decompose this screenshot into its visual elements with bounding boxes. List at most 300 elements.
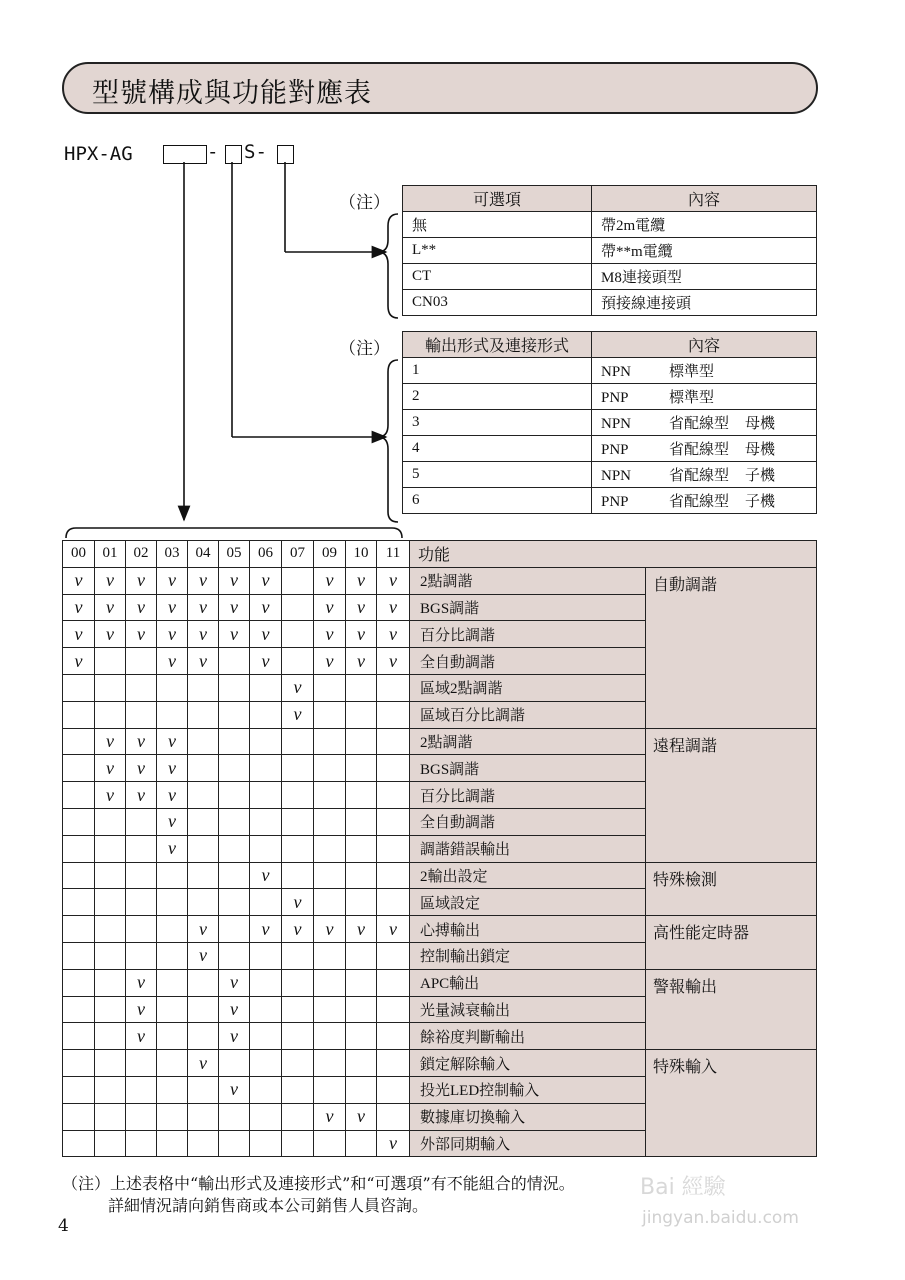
- table-row: [403, 358, 817, 384]
- empty-cell: [282, 782, 314, 809]
- code-header-06: 06: [250, 541, 282, 568]
- empty-cell: [250, 969, 282, 996]
- empty-cell: [95, 701, 126, 728]
- empty-cell: [95, 942, 126, 969]
- support-mark: ν: [157, 621, 188, 648]
- empty-cell: [282, 1103, 314, 1130]
- page-title: 型號構成與功能對應表: [92, 78, 372, 109]
- code-header-00: 00: [63, 541, 95, 568]
- support-mark: ν: [157, 782, 188, 809]
- empty-cell: [63, 862, 95, 889]
- code-header-02: 02: [126, 541, 157, 568]
- support-mark: ν: [188, 942, 219, 969]
- empty-cell: [377, 782, 410, 809]
- empty-cell: [314, 889, 346, 916]
- function-name: 光量減衰輸出: [410, 996, 646, 1023]
- empty-cell: [63, 969, 95, 996]
- table-row: [403, 384, 817, 410]
- empty-cell: [126, 701, 157, 728]
- empty-cell: [250, 782, 282, 809]
- empty-cell: [250, 755, 282, 782]
- empty-cell: [282, 835, 314, 862]
- support-mark: ν: [377, 567, 410, 594]
- empty-cell: [188, 782, 219, 809]
- empty-cell: [282, 621, 314, 648]
- empty-cell: [314, 996, 346, 1023]
- function-name: 區域設定: [410, 889, 646, 916]
- support-mark: ν: [219, 996, 250, 1023]
- function-name: APC輸出: [410, 969, 646, 996]
- empty-cell: [282, 1076, 314, 1103]
- support-mark: ν: [377, 594, 410, 621]
- support-mark: ν: [188, 648, 219, 675]
- empty-cell: [126, 889, 157, 916]
- empty-cell: [377, 996, 410, 1023]
- support-mark: ν: [95, 621, 126, 648]
- options-header-content: 內容: [592, 186, 817, 212]
- option-code: CT: [403, 264, 592, 290]
- code-header-01: 01: [95, 541, 126, 568]
- output-type: PNP: [601, 494, 629, 510]
- function-name: 調諧錯誤輸出: [410, 835, 646, 862]
- empty-cell: [63, 1023, 95, 1050]
- category-label: 高性能定時器: [646, 916, 817, 970]
- empty-cell: [377, 835, 410, 862]
- empty-cell: [282, 1050, 314, 1077]
- support-mark: ν: [346, 648, 377, 675]
- empty-cell: [126, 1130, 157, 1157]
- code-header-11: 11: [377, 541, 410, 568]
- empty-cell: [188, 862, 219, 889]
- output-code: 3: [403, 410, 592, 436]
- note-label-options: （注）: [339, 193, 390, 213]
- empty-cell: [314, 1050, 346, 1077]
- support-mark: ν: [314, 621, 346, 648]
- empty-cell: [219, 862, 250, 889]
- empty-cell: [219, 942, 250, 969]
- options-header-row: [403, 186, 817, 212]
- empty-cell: [188, 969, 219, 996]
- empty-cell: [126, 942, 157, 969]
- empty-cell: [63, 701, 95, 728]
- empty-cell: [250, 1076, 282, 1103]
- empty-cell: [126, 648, 157, 675]
- output-header-form: 輸出形式及連接形式: [403, 332, 592, 358]
- empty-cell: [346, 835, 377, 862]
- support-mark: ν: [346, 1103, 377, 1130]
- output-header-content: 內容: [592, 332, 817, 358]
- empty-cell: [95, 916, 126, 943]
- support-mark: ν: [377, 621, 410, 648]
- empty-cell: [219, 728, 250, 755]
- empty-cell: [314, 1023, 346, 1050]
- empty-cell: [157, 1103, 188, 1130]
- empty-cell: [250, 889, 282, 916]
- support-mark: ν: [126, 728, 157, 755]
- empty-cell: [157, 701, 188, 728]
- empty-cell: [314, 1076, 346, 1103]
- empty-cell: [157, 969, 188, 996]
- empty-cell: [63, 889, 95, 916]
- empty-cell: [282, 1130, 314, 1157]
- empty-cell: [219, 755, 250, 782]
- support-mark: ν: [126, 594, 157, 621]
- output-role: 子機: [745, 468, 776, 484]
- support-mark: ν: [157, 808, 188, 835]
- empty-cell: [126, 1076, 157, 1103]
- support-mark: ν: [188, 621, 219, 648]
- empty-cell: [346, 728, 377, 755]
- empty-cell: [377, 1050, 410, 1077]
- output-content: [592, 436, 817, 462]
- empty-cell: [346, 862, 377, 889]
- output-wiring: 省配線型: [669, 416, 730, 432]
- output-role: 母機: [745, 442, 776, 458]
- function-name: 數據庫切換輸入: [410, 1103, 646, 1130]
- empty-cell: [188, 1103, 219, 1130]
- empty-cell: [188, 1130, 219, 1157]
- empty-cell: [282, 728, 314, 755]
- function-name: BGS調諧: [410, 755, 646, 782]
- function-name: 鎖定解除輸入: [410, 1050, 646, 1077]
- empty-cell: [346, 996, 377, 1023]
- options-header-option: 可選項: [403, 186, 592, 212]
- function-name: 外部同期輸入: [410, 1130, 646, 1157]
- empty-cell: [282, 942, 314, 969]
- output-code: 1: [403, 358, 592, 384]
- output-header-row: [403, 332, 817, 358]
- support-mark: ν: [314, 594, 346, 621]
- empty-cell: [95, 889, 126, 916]
- empty-cell: [346, 1130, 377, 1157]
- support-mark: ν: [346, 567, 377, 594]
- empty-cell: [95, 996, 126, 1023]
- footnote-line-2: 詳細情況請向銷售商或本公司銷售人員咨詢。: [108, 1196, 429, 1215]
- empty-cell: [314, 1130, 346, 1157]
- output-role: 母機: [745, 416, 776, 432]
- empty-cell: [95, 648, 126, 675]
- option-content: 帶2m電纜: [592, 212, 817, 238]
- empty-cell: [188, 701, 219, 728]
- empty-cell: [219, 1050, 250, 1077]
- support-mark: ν: [157, 728, 188, 755]
- empty-cell: [314, 862, 346, 889]
- empty-cell: [63, 808, 95, 835]
- output-code: 6: [403, 488, 592, 514]
- empty-cell: [219, 1103, 250, 1130]
- table-row: [403, 212, 817, 238]
- empty-cell: [63, 996, 95, 1023]
- category-label: 特殊檢測: [646, 862, 817, 916]
- support-mark: ν: [250, 862, 282, 889]
- support-mark: ν: [157, 755, 188, 782]
- option-content: 帶**m電纜: [592, 238, 817, 264]
- function-name: 2點調諧: [410, 728, 646, 755]
- empty-cell: [377, 862, 410, 889]
- empty-cell: [346, 674, 377, 701]
- option-code: 無: [403, 212, 592, 238]
- empty-cell: [219, 674, 250, 701]
- empty-cell: [63, 1130, 95, 1157]
- empty-cell: [219, 835, 250, 862]
- note-label-output: （注）: [339, 339, 390, 359]
- output-type: NPN: [601, 416, 632, 432]
- support-mark: ν: [126, 755, 157, 782]
- support-mark: ν: [95, 782, 126, 809]
- output-wiring: 省配線型: [669, 494, 730, 510]
- support-mark: ν: [219, 969, 250, 996]
- empty-cell: [250, 728, 282, 755]
- empty-cell: [63, 942, 95, 969]
- watermark-logo: Bai 經驗: [640, 1175, 726, 1200]
- support-mark: ν: [377, 648, 410, 675]
- empty-cell: [63, 1076, 95, 1103]
- output-table: [402, 331, 817, 514]
- empty-cell: [126, 808, 157, 835]
- support-mark: ν: [63, 594, 95, 621]
- category-label: 遠程調諧: [646, 728, 817, 862]
- code-header-03: 03: [157, 541, 188, 568]
- table-row: [63, 1050, 817, 1077]
- support-mark: ν: [377, 916, 410, 943]
- empty-cell: [219, 916, 250, 943]
- empty-cell: [219, 701, 250, 728]
- function-name: BGS調諧: [410, 594, 646, 621]
- empty-cell: [282, 567, 314, 594]
- empty-cell: [219, 1130, 250, 1157]
- support-mark: ν: [95, 728, 126, 755]
- empty-cell: [95, 1130, 126, 1157]
- empty-cell: [95, 862, 126, 889]
- support-mark: ν: [126, 996, 157, 1023]
- empty-cell: [250, 942, 282, 969]
- empty-cell: [377, 808, 410, 835]
- empty-cell: [95, 674, 126, 701]
- support-mark: ν: [63, 567, 95, 594]
- empty-cell: [250, 835, 282, 862]
- support-mark: ν: [126, 1023, 157, 1050]
- empty-cell: [377, 942, 410, 969]
- function-name: 區域百分比調諧: [410, 701, 646, 728]
- empty-cell: [282, 862, 314, 889]
- support-mark: ν: [126, 969, 157, 996]
- empty-cell: [250, 996, 282, 1023]
- support-mark: ν: [250, 594, 282, 621]
- empty-cell: [219, 889, 250, 916]
- table-row: [403, 264, 817, 290]
- support-mark: ν: [219, 1076, 250, 1103]
- support-mark: ν: [63, 621, 95, 648]
- table-row: [403, 238, 817, 264]
- empty-cell: [346, 1050, 377, 1077]
- model-prefix: HPX-AG: [64, 143, 133, 165]
- empty-cell: [157, 862, 188, 889]
- table-row: [63, 567, 817, 594]
- empty-cell: [219, 782, 250, 809]
- empty-cell: [157, 889, 188, 916]
- empty-cell: [250, 701, 282, 728]
- function-name: 心搏輸出: [410, 916, 646, 943]
- empty-cell: [188, 755, 219, 782]
- empty-cell: [377, 755, 410, 782]
- function-name: 2輸出設定: [410, 862, 646, 889]
- empty-cell: [314, 835, 346, 862]
- empty-cell: [63, 782, 95, 809]
- support-mark: ν: [250, 916, 282, 943]
- support-mark: ν: [377, 1130, 410, 1157]
- empty-cell: [157, 996, 188, 1023]
- code-header-07: 07: [282, 541, 314, 568]
- support-mark: ν: [63, 648, 95, 675]
- function-header-row: [63, 541, 817, 568]
- empty-cell: [126, 862, 157, 889]
- empty-cell: [314, 942, 346, 969]
- empty-cell: [188, 728, 219, 755]
- empty-cell: [314, 728, 346, 755]
- empty-cell: [219, 648, 250, 675]
- empty-cell: [346, 755, 377, 782]
- empty-cell: [282, 996, 314, 1023]
- function-name: 全自動調諧: [410, 648, 646, 675]
- empty-cell: [282, 648, 314, 675]
- support-mark: ν: [314, 1103, 346, 1130]
- function-name: 控制輸出鎖定: [410, 942, 646, 969]
- empty-cell: [346, 782, 377, 809]
- support-mark: ν: [250, 567, 282, 594]
- support-mark: ν: [250, 621, 282, 648]
- output-type: NPN: [601, 364, 632, 380]
- support-mark: ν: [157, 567, 188, 594]
- support-mark: ν: [126, 621, 157, 648]
- table-row: [63, 862, 817, 889]
- empty-cell: [95, 1050, 126, 1077]
- empty-cell: [346, 942, 377, 969]
- table-row: [63, 969, 817, 996]
- table-row: [63, 728, 817, 755]
- empty-cell: [188, 674, 219, 701]
- output-wiring: 省配線型: [669, 468, 730, 484]
- code-header-04: 04: [188, 541, 219, 568]
- empty-cell: [282, 808, 314, 835]
- footnote: [62, 1173, 575, 1217]
- support-mark: ν: [219, 594, 250, 621]
- empty-cell: [95, 1076, 126, 1103]
- table-row: [403, 410, 817, 436]
- empty-cell: [157, 674, 188, 701]
- empty-cell: [95, 1103, 126, 1130]
- output-type: NPN: [601, 468, 632, 484]
- support-mark: ν: [157, 835, 188, 862]
- empty-cell: [188, 808, 219, 835]
- support-mark: ν: [346, 594, 377, 621]
- options-table: [402, 185, 817, 316]
- support-mark: ν: [95, 594, 126, 621]
- empty-cell: [346, 889, 377, 916]
- empty-cell: [377, 701, 410, 728]
- function-table: [62, 540, 817, 1157]
- empty-cell: [377, 1023, 410, 1050]
- empty-cell: [126, 835, 157, 862]
- function-name: 2點調諧: [410, 567, 646, 594]
- empty-cell: [63, 1103, 95, 1130]
- support-mark: ν: [346, 916, 377, 943]
- empty-cell: [282, 1023, 314, 1050]
- empty-cell: [157, 1023, 188, 1050]
- empty-cell: [126, 1103, 157, 1130]
- empty-cell: [250, 674, 282, 701]
- empty-cell: [188, 996, 219, 1023]
- empty-cell: [126, 916, 157, 943]
- function-name: 百分比調諧: [410, 782, 646, 809]
- support-mark: ν: [250, 648, 282, 675]
- empty-cell: [314, 808, 346, 835]
- empty-cell: [219, 808, 250, 835]
- output-wiring: 省配線型: [669, 442, 730, 458]
- footnote-line-1: （注）上述表格中“輸出形式及連接形式”和“可選項”有不能組合的情況。: [62, 1174, 575, 1193]
- support-mark: ν: [282, 916, 314, 943]
- option-content: 預接線連接頭: [592, 290, 817, 316]
- table-row: [403, 488, 817, 514]
- support-mark: ν: [188, 1050, 219, 1077]
- empty-cell: [282, 594, 314, 621]
- support-mark: ν: [95, 567, 126, 594]
- support-mark: ν: [157, 648, 188, 675]
- support-mark: ν: [188, 567, 219, 594]
- empty-cell: [126, 674, 157, 701]
- category-label: 警報輸出: [646, 969, 817, 1049]
- empty-cell: [282, 969, 314, 996]
- output-code: 4: [403, 436, 592, 462]
- support-mark: ν: [219, 621, 250, 648]
- code-header-09: 09: [314, 541, 346, 568]
- empty-cell: [250, 1023, 282, 1050]
- table-row: [403, 290, 817, 316]
- function-name: 全自動調諧: [410, 808, 646, 835]
- support-mark: ν: [282, 889, 314, 916]
- support-mark: ν: [126, 782, 157, 809]
- table-row: [403, 462, 817, 488]
- empty-cell: [157, 1076, 188, 1103]
- empty-cell: [126, 1050, 157, 1077]
- empty-cell: [282, 755, 314, 782]
- watermark-url: jingyan.baidu.com: [642, 1208, 799, 1228]
- support-mark: ν: [188, 916, 219, 943]
- output-content: [592, 384, 817, 410]
- empty-cell: [377, 1103, 410, 1130]
- function-header: 功能: [410, 541, 817, 568]
- option-code: CN03: [403, 290, 592, 316]
- empty-cell: [63, 755, 95, 782]
- output-code: 2: [403, 384, 592, 410]
- support-mark: ν: [282, 674, 314, 701]
- empty-cell: [95, 969, 126, 996]
- empty-cell: [346, 701, 377, 728]
- empty-cell: [250, 1103, 282, 1130]
- support-mark: ν: [95, 755, 126, 782]
- empty-cell: [95, 1023, 126, 1050]
- empty-cell: [63, 674, 95, 701]
- option-code: L**: [403, 238, 592, 264]
- empty-cell: [63, 728, 95, 755]
- empty-cell: [250, 808, 282, 835]
- function-name: 區域2點調諧: [410, 674, 646, 701]
- support-mark: ν: [346, 621, 377, 648]
- support-mark: ν: [314, 648, 346, 675]
- function-name: 百分比調諧: [410, 621, 646, 648]
- output-content: [592, 358, 817, 384]
- empty-cell: [314, 755, 346, 782]
- empty-cell: [63, 916, 95, 943]
